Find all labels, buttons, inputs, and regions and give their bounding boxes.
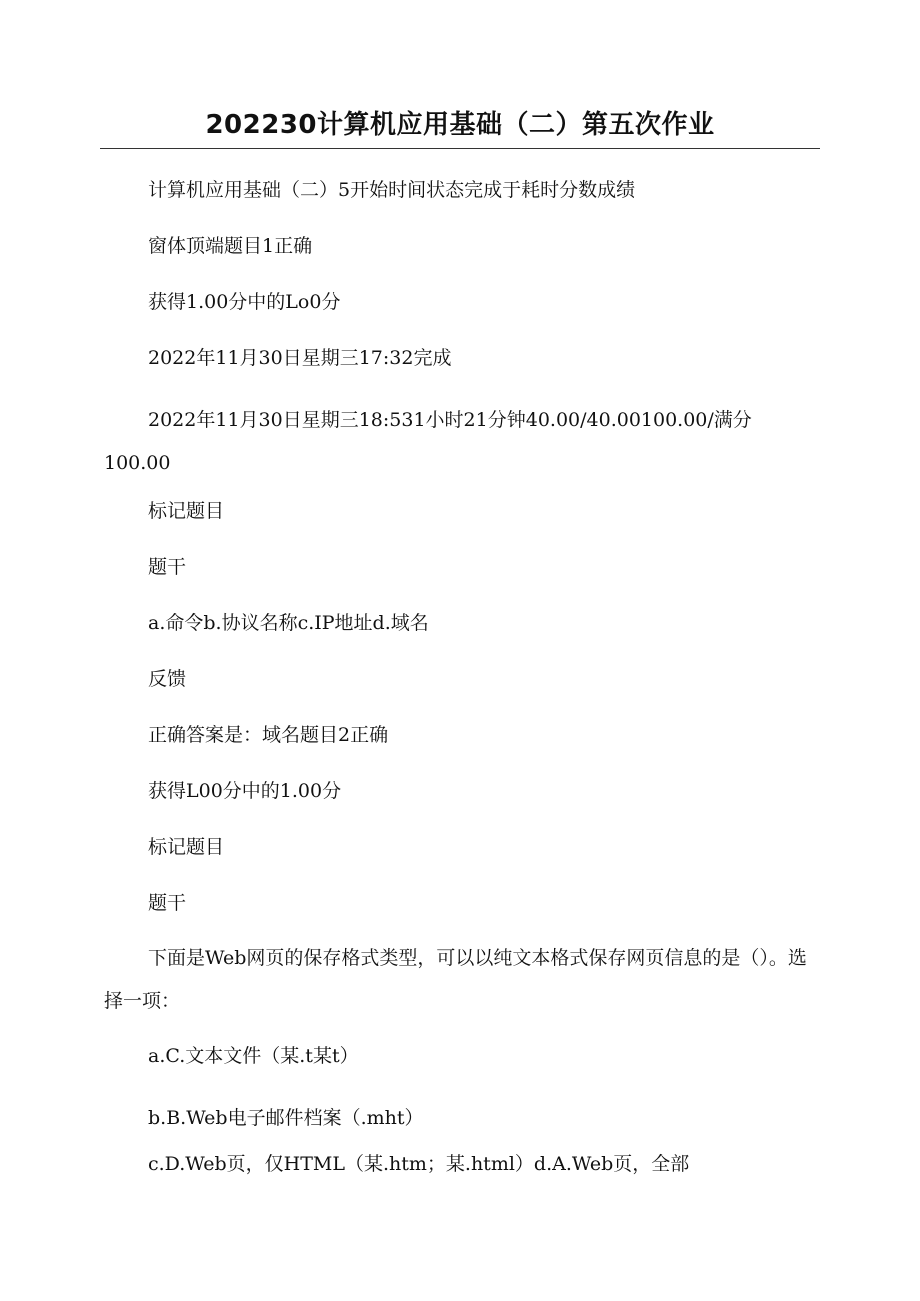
question-2-text: 下面是Web网页的保存格式类型，可以以纯文本格式保存网页信息的是（）。选择一项： — [104, 947, 807, 1012]
document-title: 202230计算机应用基础（二）第五次作业 — [205, 110, 715, 140]
quiz-header-line: 计算机应用基础（二）5开始时间状态完成于耗时分数成绩 — [148, 179, 636, 201]
question-2-stem-label: 题干 — [148, 892, 187, 914]
question-1-stem-label: 题干 — [148, 556, 187, 578]
question-1-status: 窗体顶端题目1正确 — [148, 235, 313, 257]
flag-question-1: 标记题目 — [148, 500, 225, 522]
completion-summary: 2022年11月30日星期三18:531小时21分钟40.00/40.00100.00/满分100.00 — [104, 409, 752, 474]
question-1-options: a.命令b.协议名称c.IP地址d.域名 — [148, 612, 429, 634]
question-1-score: 获得1.00分中的Lo0分 — [148, 291, 341, 313]
start-time-line: 2022年11月30日星期三17:32完成 — [148, 347, 452, 369]
option-b: b.B.Web电子邮件档案（.mht） — [148, 1107, 424, 1129]
correct-answer-line: 正确答案是：域名题目2正确 — [148, 724, 389, 746]
question-2-score: 获得L00分中的1.00分 — [148, 780, 342, 802]
option-a: a.C.文本文件（某.t某t） — [148, 1045, 359, 1067]
option-c-d: c.D.Web页，仅HTML（某.htm；某.html）d.A.Web页，全部 — [148, 1153, 690, 1175]
flag-question-2: 标记题目 — [148, 836, 225, 858]
feedback-label: 反馈 — [148, 668, 187, 690]
title-underline — [100, 148, 820, 149]
